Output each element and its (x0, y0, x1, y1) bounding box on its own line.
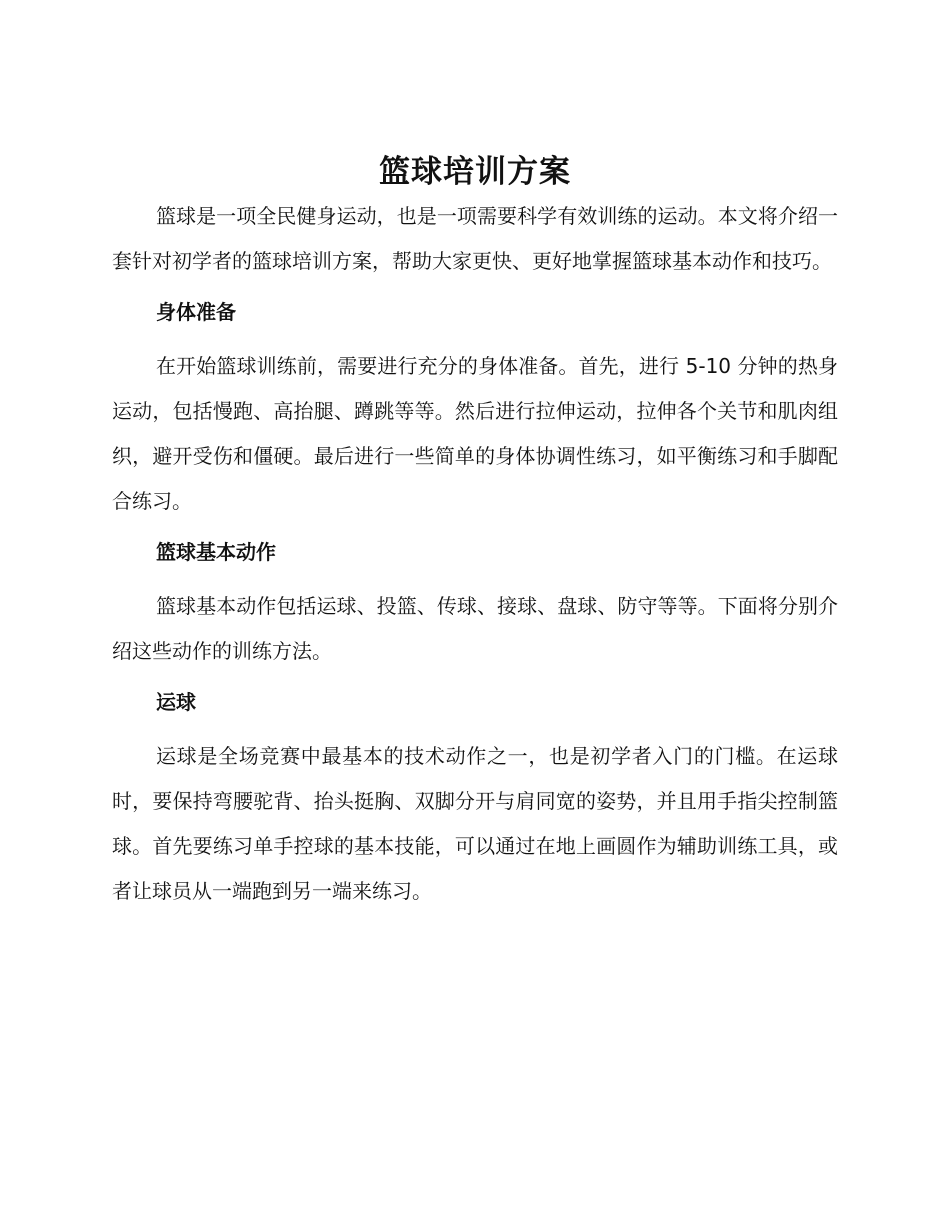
section-heading-basic-moves: 篮球基本动作 (156, 540, 276, 564)
spacer (112, 575, 838, 584)
spacer (112, 725, 838, 734)
document-title: 篮球培训方案 (379, 154, 571, 190)
section-heading-body-prep: 身体准备 (156, 300, 236, 324)
spacer (112, 335, 838, 344)
document-page (112, 150, 838, 914)
section-heading-dribbling: 运球 (156, 690, 196, 714)
section-body-basic-moves: 篮球基本动作包括运球、投篮、传球、接球、盘球、防守等等。下面将分别介绍这些动作的训练方法。 (112, 594, 838, 663)
intro-paragraph: 篮球是一项全民健身运动，也是一项需要科学有效训练的运动。本文将介绍一套针对初学者的篮球培训方案，帮助大家更快、更好地掌握篮球基本动作和技巧。 (112, 204, 838, 273)
section-body-dribbling: 运球是全场竞赛中最基本的技术动作之一，也是初学者入门的门槛。在运球时，要保持弯腰驼背、抬头挺胸、双脚分开与肩同宽的姿势，并且用手指尖控制篮球。首先要练习单手控球的基本技能，可以通过在地上画圆作为辅助训练工具，或者让球员从一端跑到另一端来练习。 (112, 744, 838, 903)
section-body-body-prep: 在开始篮球训练前，需要进行充分的身体准备。首先，进行 5-10 分钟的热身运动，包括慢跑、高抬腿、蹲跳等等。然后进行拉伸运动，拉伸各个关节和肌肉组织，避开受伤和僵硬。最后进行一些简单的身体协调性练习，如平衡练习和手脚配合练习。 (112, 354, 838, 513)
